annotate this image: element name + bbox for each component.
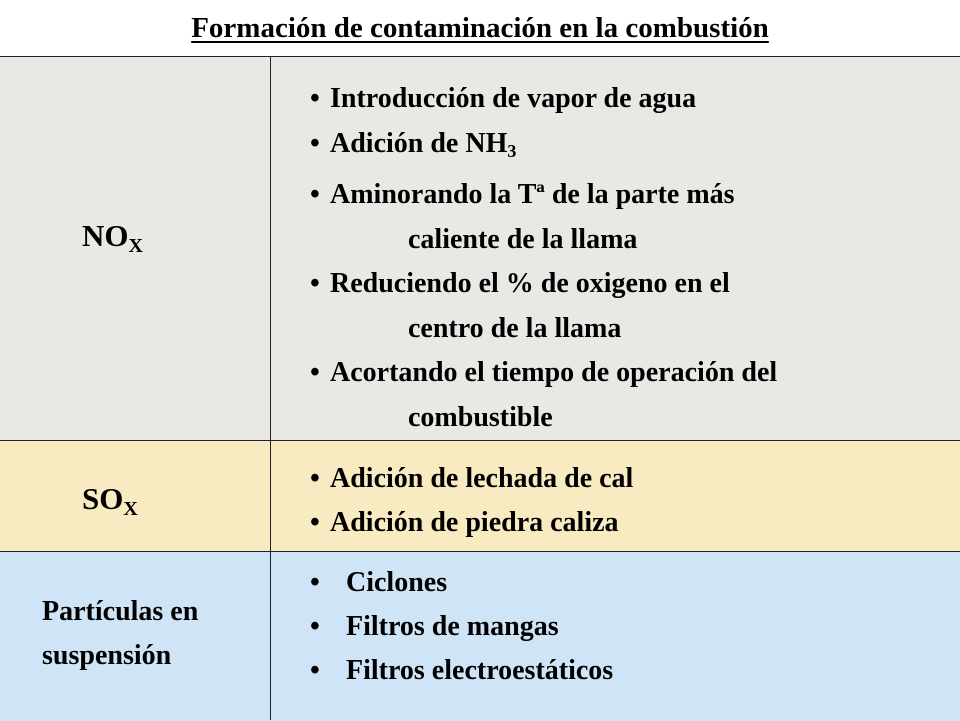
page-title: Formación de contaminación en la combustión [191,12,769,44]
row-particles [0,551,960,721]
list-item: • Adición de piedra caliza [310,501,633,545]
nox-measures-list [310,77,777,440]
particles-measures-list [310,561,613,693]
row-label-nox: $NO_X$ [82,218,143,257]
sox-measures-list [310,457,633,545]
list-item: • Acortando el tiempo de operación del combustible [310,351,777,440]
row-label-sox: $SO_X$ [82,481,138,520]
list-item: • Adición de lechada de cal [310,457,633,501]
column-divider [270,56,271,720]
list-item: • Filtros electroestáticos [310,649,613,693]
list-item: • Aminorando la Tª de la parte más caliente de la llama [310,173,777,262]
row-nox [0,56,960,440]
row-label-particles: Partículas en suspensión [42,596,199,671]
row-sox [0,440,960,551]
list-item: • Introducción de vapor de agua [310,77,777,122]
list-item: • Reduciendo el % de oxigeno en el centro de la llama [310,262,777,351]
list-item: • Ciclones [310,561,613,605]
list-item: • Adición de $NH_3$ [310,122,777,174]
list-item: • Filtros de mangas [310,605,613,649]
